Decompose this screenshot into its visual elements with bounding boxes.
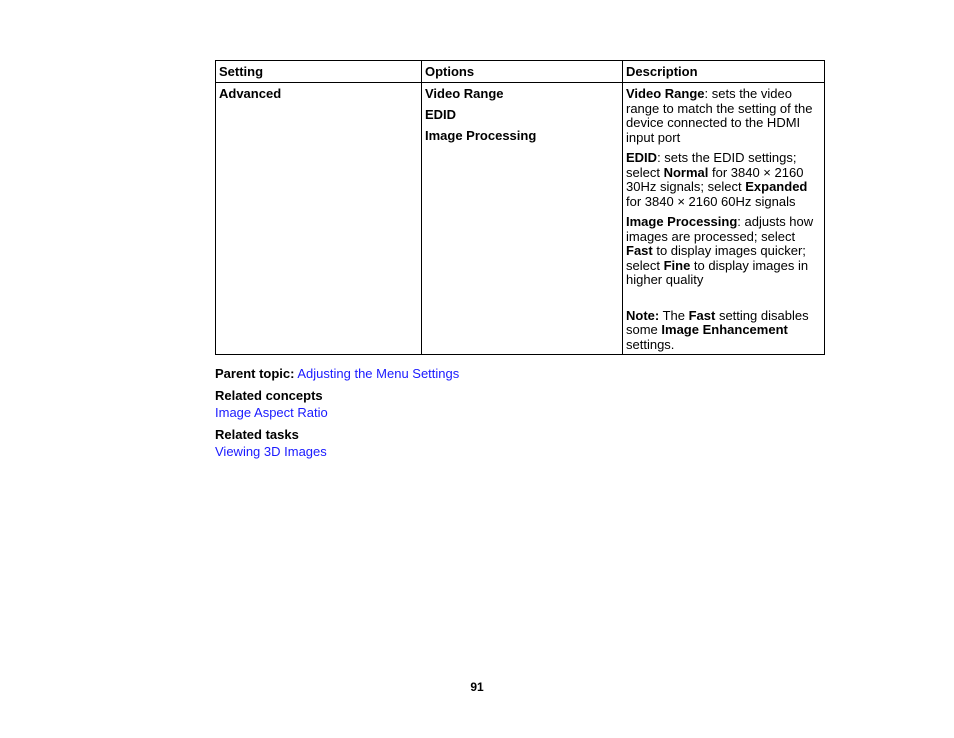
desc-emph: Image Enhancement <box>661 322 788 337</box>
desc-text: setting disables some <box>626 307 809 337</box>
desc-text: to display images in higher quality <box>626 257 809 287</box>
desc-text: : sets the EDID settings; select <box>626 150 797 180</box>
desc-text: to display images quicker; select <box>626 243 806 273</box>
option-video-range: Video Range <box>425 86 504 101</box>
desc-text: : sets the video range to match the setting of the device connected to the HDMI input port <box>626 86 813 145</box>
desc-text: for 3840 × 2160 30Hz signals; select <box>626 164 804 194</box>
desc-image-processing <box>626 215 821 288</box>
desc-text: The <box>659 307 689 323</box>
parent-topic-link[interactable]: Adjusting the Menu Settings <box>297 366 460 381</box>
header-setting: Setting <box>216 61 422 83</box>
header-options: Options <box>422 61 623 83</box>
related-concepts-label: Related concepts <box>215 388 323 403</box>
options-cell <box>422 83 623 355</box>
desc-text: for 3840 × 2160 60Hz signals <box>626 193 796 209</box>
desc-edid <box>626 151 821 209</box>
related-links <box>215 365 459 460</box>
related-tasks-label: Related tasks <box>215 427 299 442</box>
parent-topic <box>215 365 459 382</box>
option-edid: EDID <box>425 107 457 122</box>
related-concept-link[interactable]: Image Aspect Ratio <box>215 405 328 420</box>
desc-term: Image Processing <box>626 214 738 229</box>
desc-note <box>626 309 821 353</box>
option-image-processing: Image Processing <box>425 128 537 143</box>
setting-name: Advanced <box>219 86 282 101</box>
table-header-row <box>216 61 825 83</box>
desc-text: : adjusts how images are processed; select <box>626 214 814 244</box>
table-row <box>216 83 825 355</box>
header-description: Description <box>623 61 825 83</box>
description-cell <box>623 83 825 355</box>
desc-term: EDID <box>626 150 658 165</box>
related-task-link[interactable]: Viewing 3D Images <box>215 444 327 459</box>
page-number: 91 <box>470 680 484 694</box>
desc-text: settings. <box>626 336 675 352</box>
desc-emph: Fast <box>688 307 716 323</box>
desc-term: Video Range <box>626 86 705 101</box>
desc-emph: Fine <box>663 257 691 273</box>
desc-emph: Fast <box>626 243 653 258</box>
setting-cell <box>216 83 422 355</box>
desc-emph: Normal <box>663 164 709 180</box>
desc-video-range <box>626 87 821 145</box>
desc-emph: Expanded <box>745 179 808 194</box>
parent-topic-label: Parent topic: <box>215 366 295 381</box>
note-label: Note: <box>626 307 660 323</box>
settings-table <box>215 60 825 355</box>
